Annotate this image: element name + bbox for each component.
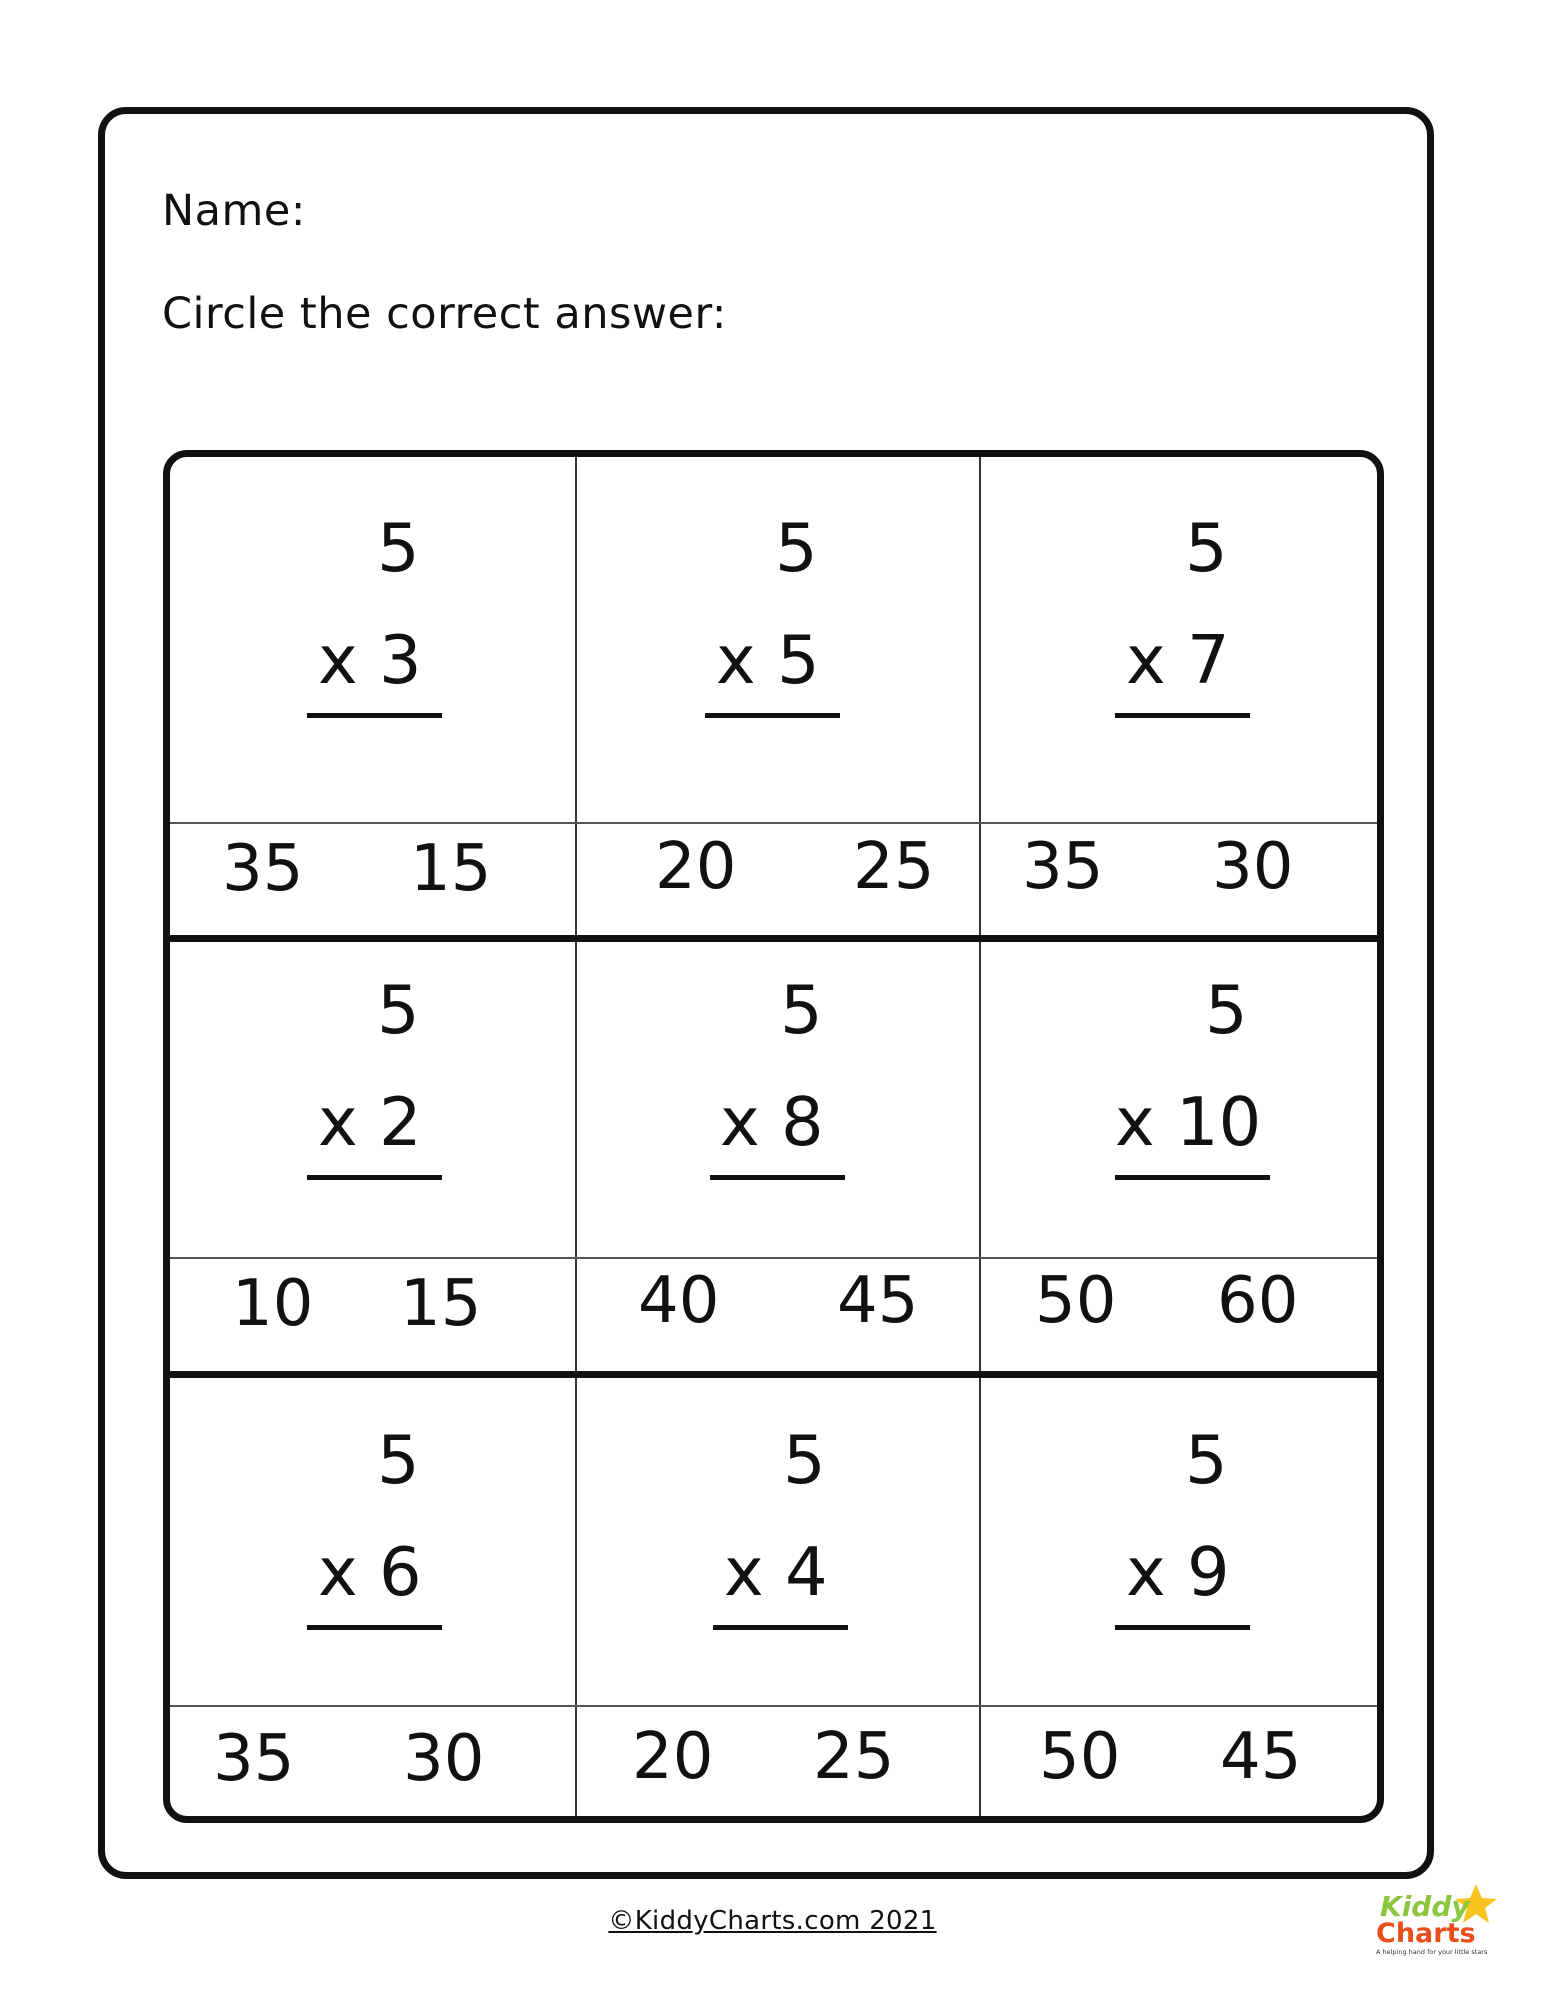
answer-line	[713, 1625, 848, 1630]
multiplicand: 5	[377, 509, 420, 587]
answer-choice[interactable]: 10	[232, 1267, 314, 1341]
multiplier: x 6	[318, 1533, 422, 1611]
logo-charts-text: Charts	[1376, 1918, 1476, 1949]
answer-line	[1115, 1175, 1270, 1180]
row-divider	[170, 1371, 1377, 1378]
multiplicand: 5	[1185, 509, 1228, 587]
answer-choice[interactable]: 50	[1039, 1720, 1121, 1794]
answer-choice[interactable]: 35	[1022, 830, 1104, 904]
multiplier: x 5	[716, 621, 820, 699]
multiplier: x 9	[1126, 1533, 1230, 1611]
answer-divider	[170, 1257, 1377, 1259]
answer-choice[interactable]: 45	[837, 1264, 919, 1338]
answer-choice[interactable]: 25	[813, 1720, 895, 1794]
kiddycharts-logo	[1372, 1880, 1502, 1962]
answer-choice[interactable]: 60	[1217, 1264, 1299, 1338]
multiplicand: 5	[1205, 971, 1248, 1049]
answer-line	[307, 1175, 442, 1180]
column-divider	[575, 457, 577, 1816]
column-divider	[979, 457, 981, 1816]
logo-tagline: A helping hand for your little stars	[1376, 1948, 1488, 1956]
row-divider	[170, 935, 1377, 942]
answer-divider	[170, 1705, 1377, 1707]
answer-line	[710, 1175, 845, 1180]
answer-choice[interactable]: 25	[853, 830, 935, 904]
answer-choice[interactable]: 50	[1035, 1264, 1117, 1338]
multiplicand: 5	[1185, 1421, 1228, 1499]
name-label: Name:	[162, 186, 306, 236]
multiplier: x 3	[318, 621, 422, 699]
logo-kiddy-text: Kiddy	[1380, 1890, 1470, 1923]
multiplicand: 5	[775, 509, 818, 587]
answer-choice[interactable]: 40	[638, 1264, 720, 1338]
multiplier: x 8	[720, 1083, 824, 1161]
answer-choice[interactable]: 35	[213, 1722, 295, 1796]
problem-grid	[163, 450, 1384, 1823]
multiplier: x 4	[724, 1533, 828, 1611]
instruction-label: Circle the correct answer:	[162, 289, 727, 339]
answer-line	[307, 713, 442, 718]
answer-choice[interactable]: 35	[222, 832, 304, 906]
answer-line	[1115, 1625, 1250, 1630]
multiplier: x 2	[318, 1083, 422, 1161]
multiplier: x 7	[1126, 621, 1230, 699]
answer-line	[307, 1625, 442, 1630]
multiplicand: 5	[377, 971, 420, 1049]
answer-line	[1115, 713, 1250, 718]
answer-choice[interactable]: 15	[410, 832, 492, 906]
answer-choice[interactable]: 20	[632, 1720, 714, 1794]
copyright-footer: ©KiddyCharts.com 2021	[608, 1906, 937, 1936]
answer-choice[interactable]: 15	[400, 1267, 482, 1341]
answer-choice[interactable]: 30	[403, 1722, 485, 1796]
multiplicand: 5	[783, 1421, 826, 1499]
multiplier: x 10	[1115, 1083, 1262, 1161]
multiplicand: 5	[780, 971, 823, 1049]
answer-choice[interactable]: 45	[1220, 1720, 1302, 1794]
answer-choice[interactable]: 20	[655, 830, 737, 904]
answer-choice[interactable]: 30	[1212, 830, 1294, 904]
multiplicand: 5	[377, 1421, 420, 1499]
answer-line	[705, 713, 840, 718]
answer-divider	[170, 822, 1377, 824]
